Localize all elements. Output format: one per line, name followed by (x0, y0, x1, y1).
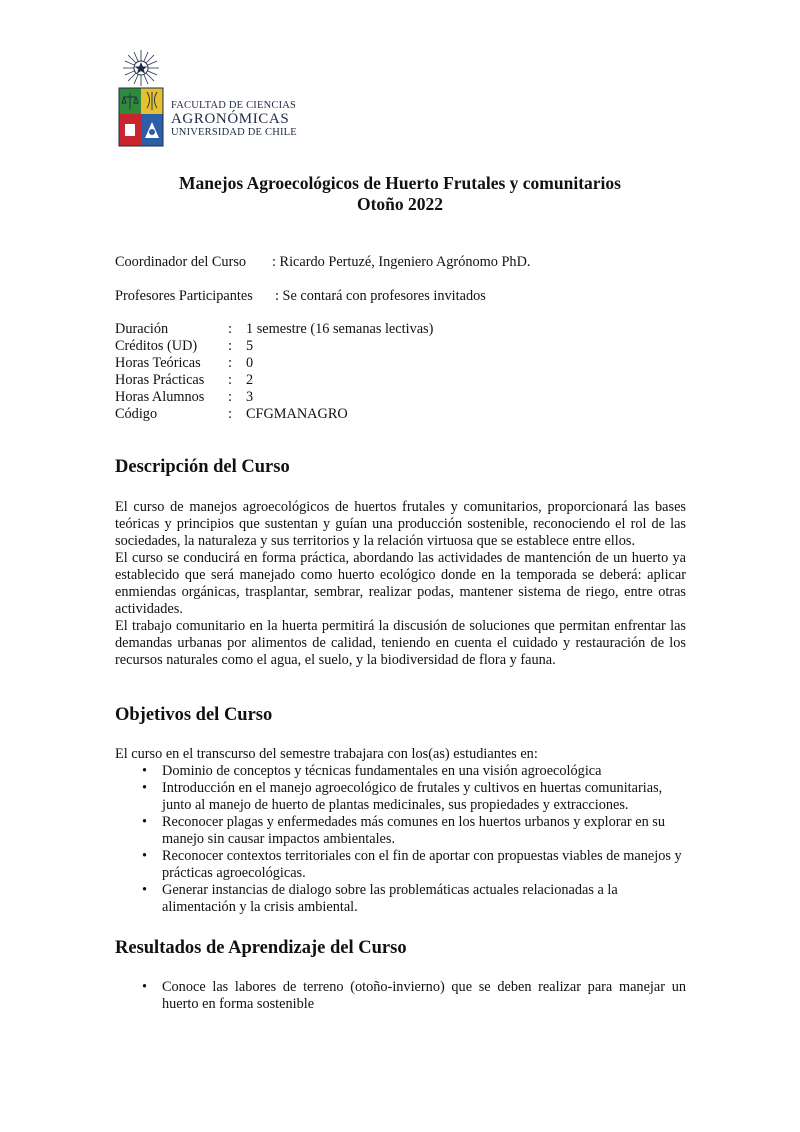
meta-row-horas-alumnos (115, 389, 433, 406)
course-meta-table (115, 321, 433, 423)
professors-line (115, 288, 486, 305)
meta-row-duracion (115, 321, 433, 338)
objective-text: Reconocer contextos territoriales con el fin de aportar con propuestas viables de manejos y prácticas agroecológicas. (162, 848, 682, 881)
description-paragraph: El curso se conducirá en forma práctica, abordando las actividades de mantención de un huerto ya establecido que será manejado como huerto ecológico donde en la temporada se deberá: aplicar enmiendas orgánicas, trasplantar, sembrar, realizar podas, mantener sistema de riego, entre otras actividades. (115, 550, 686, 617)
meta-row-codigo (115, 406, 433, 423)
meta-label: Horas Alumnos (115, 389, 205, 405)
bullet-icon: • (142, 882, 148, 898)
meta-colon: : (228, 321, 232, 337)
meta-row-horas-teoricas (115, 355, 433, 372)
meta-label: Horas Teóricas (115, 355, 201, 371)
meta-label: Créditos (UD) (115, 338, 198, 354)
meta-label: Duración (115, 321, 169, 337)
coordinator-value: : Ricardo Pertuzé, Ingeniero Agrónomo PhD. (272, 254, 531, 270)
objectives-intro: El curso en el transcurso del semestre trabajara con los(as) estudiantes en: (115, 746, 538, 762)
meta-row-horas-practicas (115, 372, 433, 389)
bullet-icon: • (142, 814, 148, 830)
description-heading: Descripción del Curso (115, 457, 290, 477)
objective-text: Dominio de conceptos y técnicas fundamentales en una visión agroecológica (162, 763, 602, 779)
description-body (115, 499, 686, 669)
bullet-icon: • (142, 763, 148, 779)
list-item (115, 780, 686, 814)
meta-value: 1 semestre (16 semanas lectivas) (246, 321, 434, 337)
objectives-heading: Objetivos del Curso (115, 705, 273, 725)
list-item (115, 848, 686, 882)
description-paragraph: El trabajo comunitario en la huerta permitirá la discusión de soluciones que permitan enfrentar las demandas urbanas por alimentos de calidad, teniendo en cuenta el cuidado y restauración de los recursos naturales como el agua, el suelo, y la biodiversidad de flora y fauna. (115, 618, 686, 668)
meta-colon: : (228, 406, 232, 422)
professors-value: : Se contará con profesores invitados (275, 288, 486, 304)
results-heading: Resultados de Aprendizaje del Curso (115, 938, 407, 958)
list-item (115, 814, 686, 848)
meta-colon: : (228, 338, 232, 354)
meta-label: Código (115, 406, 158, 422)
meta-colon: : (228, 372, 232, 388)
meta-colon: : (228, 355, 232, 371)
course-title (0, 173, 800, 215)
meta-value: 3 (246, 389, 254, 405)
faculty-name (171, 100, 297, 139)
course-title-line2: Otoño 2022 (356, 194, 444, 214)
bullet-icon: • (142, 780, 148, 796)
logo-line-faculty: FACULTAD DE CIENCIAS (171, 100, 297, 111)
description-paragraph: El curso de manejos agroecológicos de huertos frutales y comunitarios, proporcionará las bases teóricas y principios que sustentan y guían una producción sostenible, reconociendo el rol de las sociedades, la naturaleza y sus territorios y la relación virtuosa que se establece entre ellos. (115, 499, 686, 549)
bullet-icon: • (142, 979, 148, 995)
faculty-logo (117, 48, 307, 148)
list-item (115, 979, 686, 1013)
results-list (115, 979, 686, 1013)
coordinator-label: Coordinador del Curso (115, 254, 247, 270)
meta-row-creditos (115, 338, 433, 355)
meta-value: 0 (246, 355, 254, 371)
course-title-line1: Manejos Agroecológicos de Huerto Frutales y comunitarios (179, 173, 621, 193)
objectives-list (115, 763, 686, 916)
meta-value: 2 (246, 372, 254, 388)
bullet-icon: • (142, 848, 148, 864)
logo-line-agronomicas: AGRONÓMICAS (171, 111, 290, 127)
meta-colon: : (228, 389, 232, 405)
objective-text: Introducción en el manejo agroecológico de frutales y cultivos en huertas comunitarias, junto al manejo de huerto de plantas medicinales, sus propiedades y extracciones. (162, 780, 663, 813)
list-item (115, 882, 686, 916)
list-item (115, 763, 686, 780)
objective-text: Generar instancias de dialogo sobre las problemáticas actuales relacionadas a la alimentación y la crisis ambiental. (162, 882, 618, 915)
meta-value: CFGMANAGRO (246, 406, 348, 422)
logo-line-university: UNIVERSIDAD DE CHILE (171, 127, 297, 138)
professors-label: Profesores Participantes (115, 288, 253, 304)
coordinator-line (115, 254, 530, 271)
meta-value: 5 (246, 338, 254, 354)
objective-text: Reconocer plagas y enfermedades más comunes en los huertos urbanos y explorar en su manejo sin causar impactos ambientales. (162, 814, 666, 847)
meta-label: Horas Prácticas (115, 372, 205, 388)
result-text: Conoce las labores de terreno (otoño-invierno) que se deben realizar para manejar un huerto en forma sostenible (162, 979, 686, 1012)
